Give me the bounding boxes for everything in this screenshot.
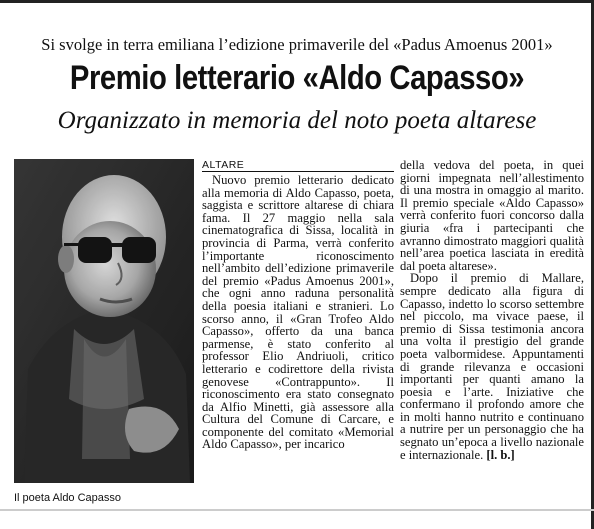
article-subhead: Organizzato in memoria del noto poeta altarese bbox=[57, 107, 537, 134]
article-kicker: Si svolge in terra emiliana l’edizione primaverile del «Padus Amoenus 2001» bbox=[41, 35, 553, 54]
article-column-1 bbox=[202, 159, 394, 451]
bottom-divider bbox=[0, 509, 594, 511]
article-paragraph: della vedova del poeta, in quei giorni impegnata nell’allestimento di una mostra in omaggio al marito. Il premio speciale «Aldo Capasso» verrà conferito fuori concorso dalla giuria «fra i partecipanti che avranno dimostrato maggiori qualità nell’area poetica lasciata in eredità dal poeta altarese». bbox=[400, 158, 584, 273]
paragraph-text: Dopo il premio di Mallare, sempre dedicato alla figura di Capasso, indetto lo scorso settembre nel piccolo, ma vivace paese, il premio di Sissa testimonia ancora una volta il prestigio del grande poeta valbormidese. Appuntamenti di grande rilevanza e occasioni importanti per quanti amano la poesia e l’arte. Iniziative che confermano il profondo amore che in molti hanno nutrito e continuano a nutrire per un personaggio che ha segnato un’epoca a livello nazionale e internazionale. bbox=[400, 271, 584, 462]
author-signature: [l. b.] bbox=[486, 447, 515, 462]
article-paragraph bbox=[400, 272, 584, 461]
portrait-image bbox=[14, 159, 194, 483]
article-column-2 bbox=[400, 159, 584, 461]
article-paragraph: Nuovo premio letterario dedicato alla memoria di Aldo Capasso, poeta, saggista e scrittore altarese di chiara fama. Il 27 maggio nella sala cinematografica di Sissa, località in provincia di Parma, verrà conferito l’importante riconoscimento nell’ambito dell’edizione primaverile del premio «Padus Amoenus 2001», che ogni anno raduna personalità della poesia italiani e stranieri. Lo scorso anno, il «Gran Trofeo Aldo Capasso», offerto da una banca parmense, è stato conferito al professor Elio Andriuoli, critico letterario e codirettore della rivista genovese «Contrappunto». Il riconoscimento era stato consegnato da Alfio Minetti, già assessore alla Cultura del Comune di Carcare, e componente del comitato «Memorial Aldo Capasso», per incarico bbox=[202, 173, 394, 452]
section-label: ALTARE bbox=[202, 159, 394, 172]
article-headline: Premio letterario «Aldo Capasso» bbox=[69, 59, 525, 97]
photo-caption: Il poeta Aldo Capasso bbox=[14, 492, 122, 504]
author-photo bbox=[14, 159, 194, 483]
